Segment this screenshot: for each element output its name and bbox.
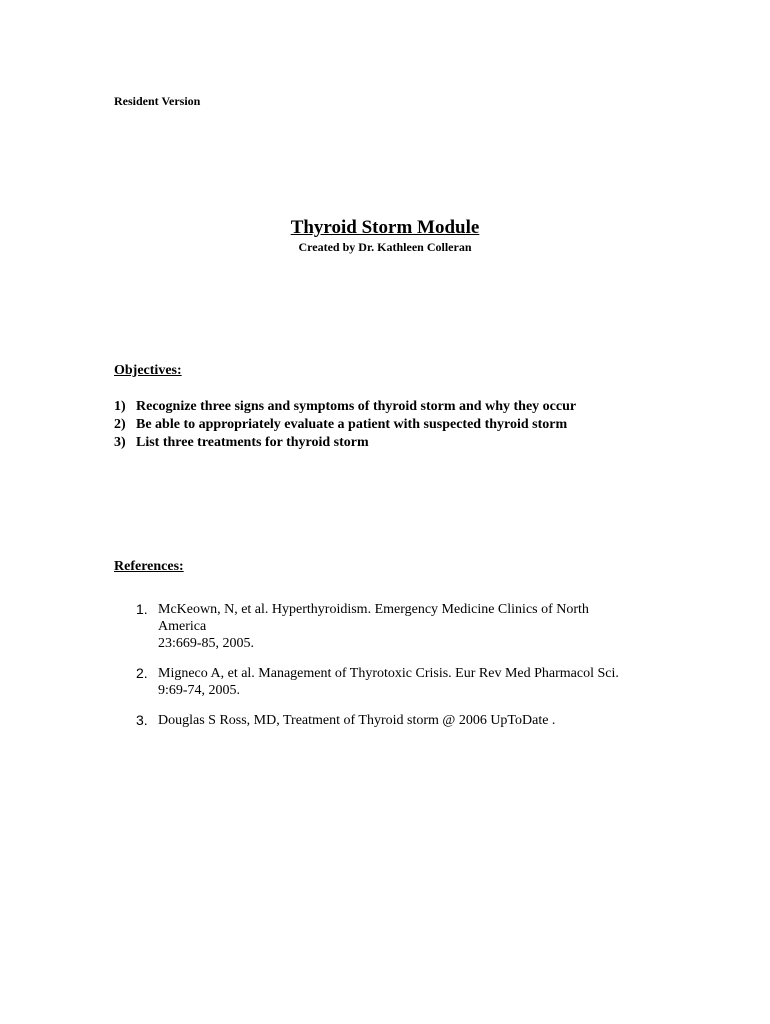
references-list (120, 601, 680, 742)
title-block (0, 216, 770, 254)
version-label: Resident Version (114, 94, 201, 108)
reference-item (120, 712, 680, 729)
reference-item (120, 665, 680, 699)
author-line: Created by Dr. Kathleen Colleran (298, 240, 472, 254)
objective-text: Recognize three signs and symptoms of thyroid storm and why they occur (136, 399, 577, 414)
objective-number: 3) (114, 435, 126, 450)
objective-item (114, 416, 576, 434)
objective-text: Be able to appropriately evaluate a patient with suspected thyroid storm (136, 417, 568, 432)
references-heading: References: (114, 559, 184, 574)
reference-text (158, 712, 680, 729)
reference-text (158, 601, 680, 652)
reference-line: 9:69-74, 2005. (158, 683, 241, 698)
reference-number: 1. (136, 601, 148, 617)
reference-line: McKeown, N, et al. Hyperthyroidism. Emergency Medicine Clinics of North (158, 602, 589, 617)
objective-item (114, 398, 576, 416)
reference-number: 3. (136, 712, 148, 728)
reference-text (158, 665, 680, 699)
objective-number: 1) (114, 399, 126, 414)
objective-item (114, 434, 576, 452)
reference-number: 2. (136, 665, 148, 681)
reference-line: Douglas S Ross, MD, Treatment of Thyroid storm @ 2006 UpToDate . (158, 713, 556, 728)
reference-line: America (158, 619, 207, 634)
objective-number: 2) (114, 417, 126, 432)
objectives-list (114, 398, 576, 452)
reference-item (120, 601, 680, 652)
document-title: Thyroid Storm Module (290, 217, 480, 238)
objectives-heading: Objectives: (114, 363, 182, 378)
objective-text: List three treatments for thyroid storm (136, 435, 369, 450)
reference-line: Migneco A, et al. Management of Thyrotoxic Crisis. Eur Rev Med Pharmacol Sci. (158, 666, 619, 681)
reference-line: 23:669-85, 2005. (158, 636, 255, 651)
